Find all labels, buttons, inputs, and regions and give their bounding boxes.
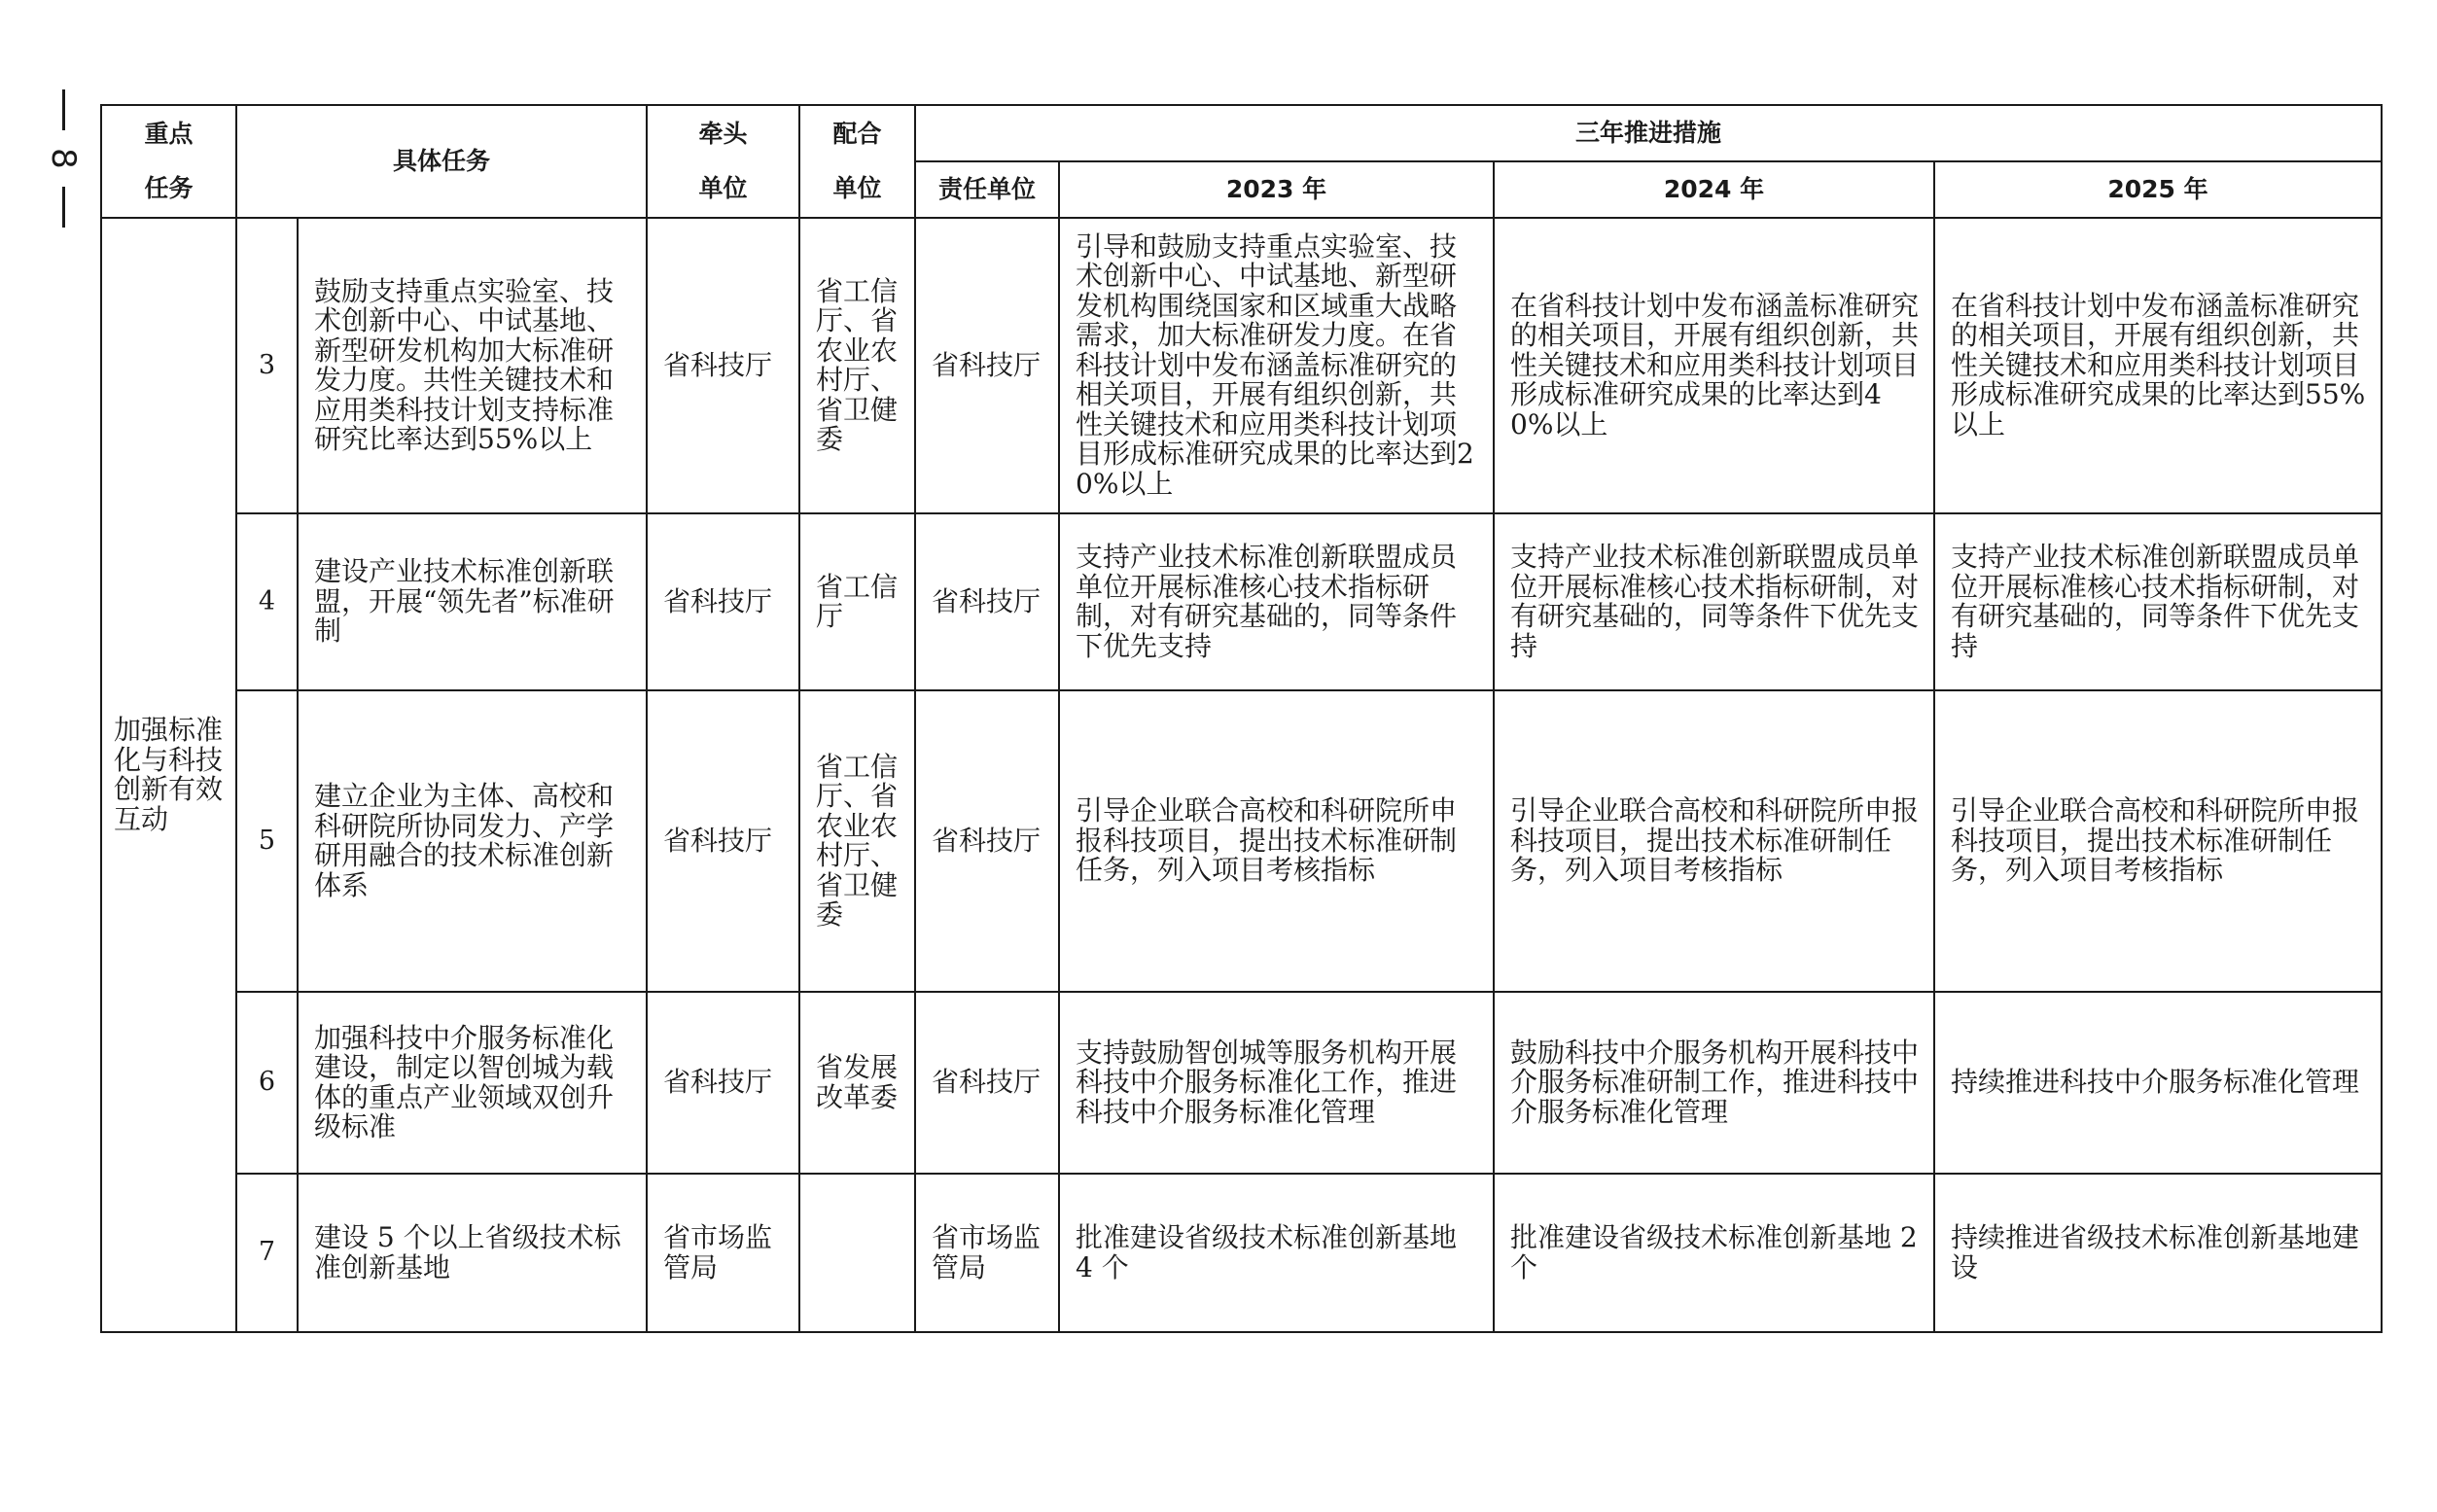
table-row — [101, 218, 2382, 513]
measure-2024-cell: 引导企业联合高校和科研院所申报科技项目，提出技术标准研制任务，列入项目考核指标 — [1494, 690, 1934, 992]
header-year-2023: 2023 年 — [1059, 161, 1494, 218]
support-unit-cell: 省工信厅 — [799, 513, 915, 690]
responsible-unit-cell: 省科技厅 — [915, 513, 1059, 690]
measure-2025-cell: 持续推进省级技术标准创新基地建设 — [1934, 1174, 2382, 1332]
lead-unit-cell: 省科技厅 — [647, 992, 799, 1174]
header-support-unit-line-1: 配合 — [832, 120, 882, 148]
page-number-bottom-rule — [62, 187, 65, 228]
measure-2023-cell: 引导和鼓励支持重点实验室、技术创新中心、中试基地、新型研发机构围绕国家和区域重大战略需求，加大标准研发力度。在省科技计划中发布涵盖标准研究的相关项目，开展有组织创新，共性关键技术和应用类科技计划项目形成标准研究成果的比率达到20%以上 — [1059, 218, 1494, 513]
measure-2025-cell: 持续推进科技中介服务标准化管理 — [1934, 992, 2382, 1174]
support-unit-cell: 省工信厅、省农业农村厅、省卫健委 — [799, 690, 915, 992]
header-specific-task: 具体任务 — [236, 105, 647, 218]
header-support-unit — [799, 105, 915, 218]
header-key-task-line-2: 任务 — [144, 174, 194, 202]
task-cell: 建设 5 个以上省级技术标准创新基地 — [298, 1174, 647, 1332]
header-key-task-line-1: 重点 — [144, 120, 194, 148]
row-number: 5 — [236, 690, 298, 992]
support-unit-cell: 省发展改革委 — [799, 992, 915, 1174]
header-lead-unit — [647, 105, 799, 218]
header-responsible-unit: 责任单位 — [915, 161, 1059, 218]
lead-unit-cell: 省市场监管局 — [647, 1174, 799, 1332]
measure-2023-cell: 支持鼓励智创城等服务机构开展科技中介服务标准化工作，推进科技中介服务标准化管理 — [1059, 992, 1494, 1174]
page-number-top-rule — [62, 89, 65, 130]
row-number: 6 — [236, 992, 298, 1174]
measure-2023-cell: 支持产业技术标准创新联盟成员单位开展标准核心技术指标研制，对有研究基础的，同等条件下优先支持 — [1059, 513, 1494, 690]
header-year-2024: 2024 年 — [1494, 161, 1934, 218]
measure-2024-cell: 在省科技计划中发布涵盖标准研究的相关项目，开展有组织创新，共性关键技术和应用类科技计划项目形成标准研究成果的比率达到40%以上 — [1494, 218, 1934, 513]
header-row-1 — [101, 105, 2382, 161]
responsible-unit-cell: 省市场监管局 — [915, 1174, 1059, 1332]
support-unit-cell: 省工信厅、省农业农村厅、省卫健委 — [799, 218, 915, 513]
measure-2024-cell: 批准建设省级技术标准创新基地 2 个 — [1494, 1174, 1934, 1332]
table-row — [101, 513, 2382, 690]
responsible-unit-cell: 省科技厅 — [915, 690, 1059, 992]
table-row — [101, 992, 2382, 1174]
header-key-task — [101, 105, 236, 218]
task-cell: 建立企业为主体、高校和科研院所协同发力、产学研用融合的技术标准创新体系 — [298, 690, 647, 992]
page-number: 8 — [43, 148, 83, 169]
lead-unit-cell: 省科技厅 — [647, 690, 799, 992]
measure-2024-cell: 鼓励科技中介服务机构开展科技中介服务标准研制工作，推进科技中介服务标准化管理 — [1494, 992, 1934, 1174]
measure-2023-cell: 批准建设省级技术标准创新基地 4 个 — [1059, 1174, 1494, 1332]
lead-unit-cell: 省科技厅 — [647, 513, 799, 690]
measure-2024-cell: 支持产业技术标准创新联盟成员单位开展标准核心技术指标研制，对有研究基础的，同等条件下优先支持 — [1494, 513, 1934, 690]
table-row — [101, 1174, 2382, 1332]
header-support-unit-line-2: 单位 — [832, 174, 882, 202]
measure-2025-cell: 引导企业联合高校和科研院所申报科技项目，提出技术标准研制任务，列入项目考核指标 — [1934, 690, 2382, 992]
measure-2025-cell: 支持产业技术标准创新联盟成员单位开展标准核心技术指标研制，对有研究基础的，同等条件下优先支持 — [1934, 513, 2382, 690]
measure-2025-cell: 在省科技计划中发布涵盖标准研究的相关项目，开展有组织创新，共性关键技术和应用类科技计划项目形成标准研究成果的比率达到55%以上 — [1934, 218, 2382, 513]
task-cell: 建设产业技术标准创新联盟，开展“领先者”标准研制 — [298, 513, 647, 690]
task-cell: 加强科技中介服务标准化建设，制定以智创城为载体的重点产业领域双创升级标准 — [298, 992, 647, 1174]
task-cell: 鼓励支持重点实验室、技术创新中心、中试基地、新型研发机构加大标准研发力度。共性关键技术和应用类科技计划支持标准研究比率达到55%以上 — [298, 218, 647, 513]
header-lead-unit-line-2: 单位 — [698, 174, 748, 202]
header-lead-unit-line-1: 牵头 — [698, 120, 748, 148]
measure-2023-cell: 引导企业联合高校和科研院所申报科技项目，提出技术标准研制任务，列入项目考核指标 — [1059, 690, 1494, 992]
lead-unit-cell: 省科技厅 — [647, 218, 799, 513]
responsible-unit-cell: 省科技厅 — [915, 992, 1059, 1174]
row-number: 7 — [236, 1174, 298, 1332]
header-three-year-measures: 三年推进措施 — [915, 105, 2382, 161]
row-number: 4 — [236, 513, 298, 690]
row-number: 3 — [236, 218, 298, 513]
three-year-plan-table — [100, 104, 2383, 1333]
section-key-task: 加强标准化与科技创新有效互动 — [101, 218, 236, 1332]
page-number-marker — [45, 89, 82, 228]
responsible-unit-cell: 省科技厅 — [915, 218, 1059, 513]
table-row — [101, 690, 2382, 992]
header-year-2025: 2025 年 — [1934, 161, 2382, 218]
support-unit-cell — [799, 1174, 915, 1332]
